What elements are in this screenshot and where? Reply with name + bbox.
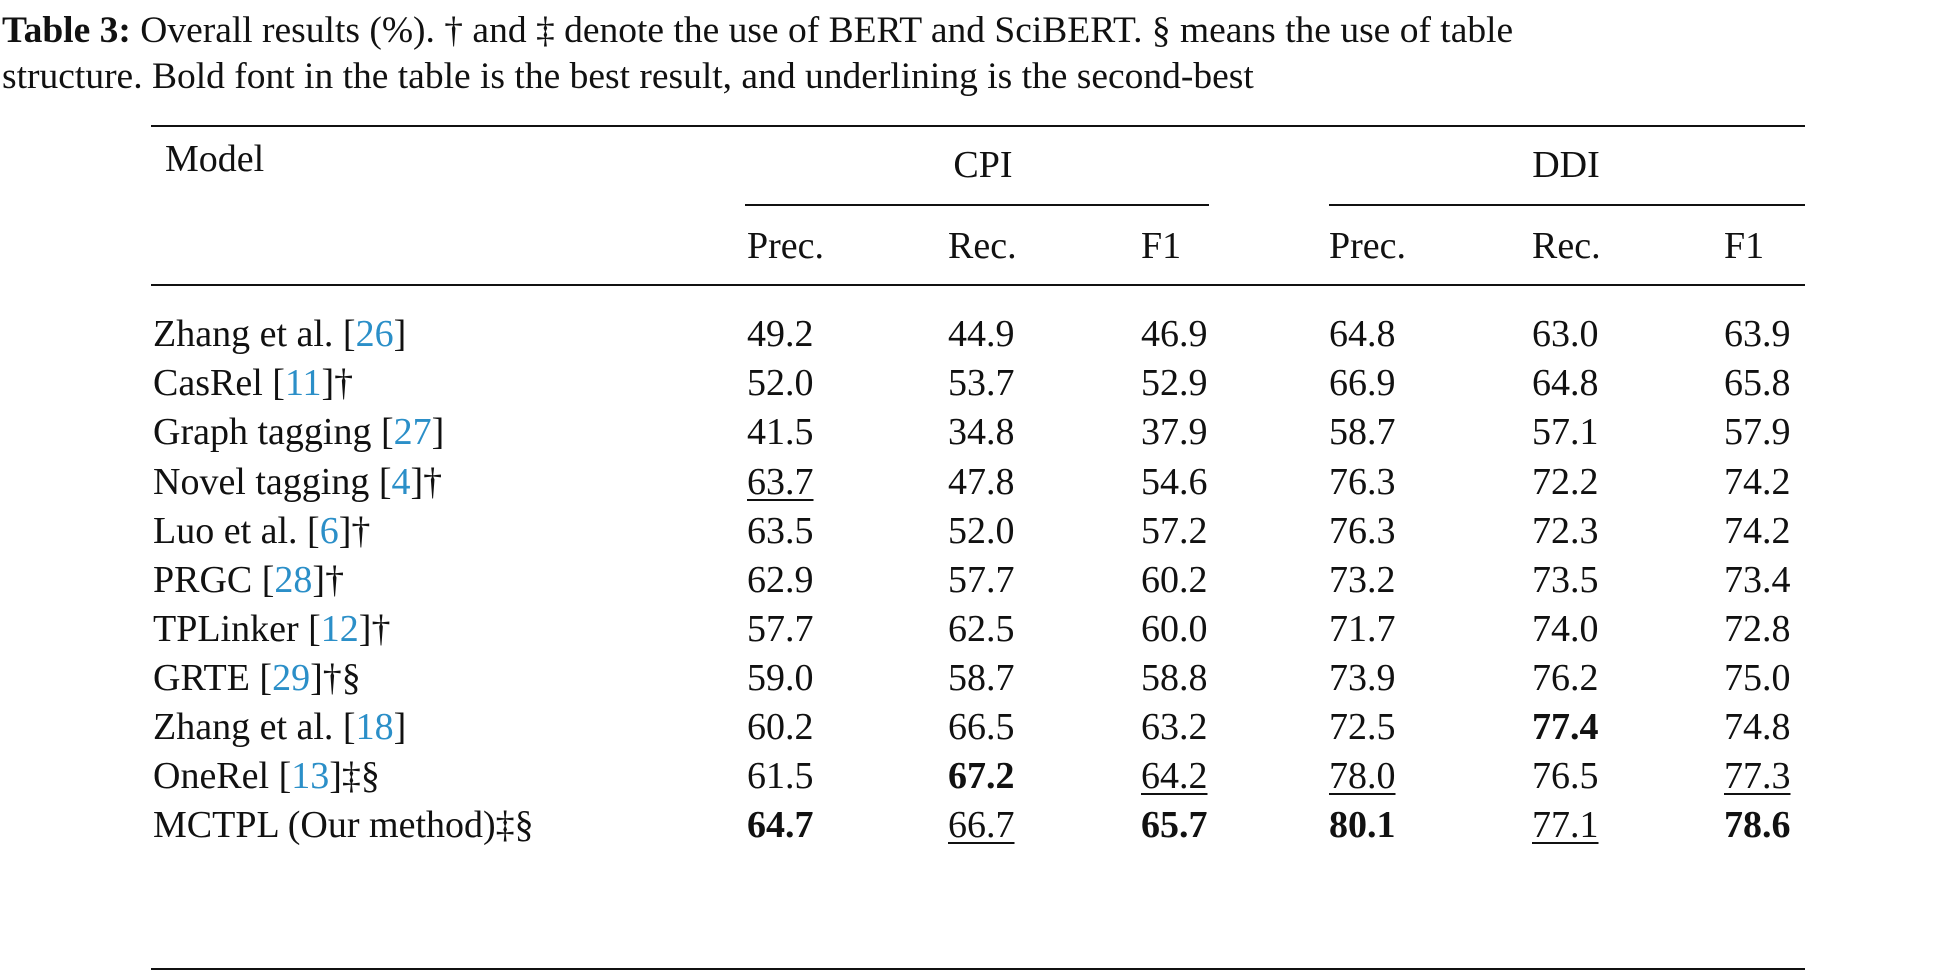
cpi-recall-value: 47.8 xyxy=(948,461,1015,503)
model-name: Zhang et al. [ xyxy=(153,706,356,748)
cpi-f1-value: 60.0 xyxy=(1141,608,1208,650)
cpi-precision-value: 64.7 xyxy=(747,804,814,846)
model-name: Graph tagging [ xyxy=(153,411,394,453)
ddi-group-rule xyxy=(1329,204,1805,206)
ddi-recall-value: 73.5 xyxy=(1532,559,1599,601)
cpi-f1-value: 65.7 xyxy=(1141,804,1208,846)
ddi-f1-value: 65.8 xyxy=(1724,362,1791,404)
model-name-suffix: ]† xyxy=(358,608,391,650)
model-name-cell xyxy=(153,312,406,356)
ddi-f1-value: 75.0 xyxy=(1724,657,1791,699)
ddi-recall-value: 72.2 xyxy=(1532,461,1599,503)
ddi-recall-value: 63.0 xyxy=(1532,313,1599,355)
cpi-recall-value: 58.7 xyxy=(948,657,1015,699)
ddi-f1-value: 78.6 xyxy=(1724,804,1791,846)
ddi-recall-value: 76.2 xyxy=(1532,657,1599,699)
cpi-precision-value: 63.5 xyxy=(747,510,814,552)
ddi-f1-value: 63.9 xyxy=(1724,313,1791,355)
bottom-rule xyxy=(151,968,1805,970)
model-name: Luo et al. [ xyxy=(153,510,320,552)
model-name-cell xyxy=(153,754,380,798)
cpi-recall-header: Rec. xyxy=(948,225,1017,267)
citation-link[interactable]: 6 xyxy=(319,510,339,552)
cpi-recall-value: 66.7 xyxy=(948,804,1015,846)
header-rule xyxy=(151,284,1805,286)
table-caption xyxy=(2,8,1952,100)
model-name: TPLinker [ xyxy=(153,608,321,650)
model-column-header: Model xyxy=(165,138,265,180)
cpi-f1-value: 46.9 xyxy=(1141,313,1208,355)
model-name-suffix: ] xyxy=(393,706,407,748)
model-name-cell xyxy=(153,509,370,553)
cpi-f1-value: 52.9 xyxy=(1141,362,1208,404)
ddi-f1-header: F1 xyxy=(1724,225,1765,267)
cpi-precision-value: 59.0 xyxy=(747,657,814,699)
ddi-f1-value: 77.3 xyxy=(1724,755,1791,797)
cpi-recall-value: 44.9 xyxy=(948,313,1015,355)
model-name-cell xyxy=(153,460,442,504)
caption-line-1 xyxy=(2,8,1952,54)
citation-link[interactable]: 4 xyxy=(391,461,411,503)
ddi-precision-value: 66.9 xyxy=(1329,362,1396,404)
model-name: PRGC [ xyxy=(153,559,275,601)
model-name-cell xyxy=(153,558,344,602)
model-name-cell xyxy=(153,410,444,454)
cpi-precision-value: 52.0 xyxy=(747,362,814,404)
citation-link[interactable]: 11 xyxy=(284,362,322,404)
ddi-precision-value: 58.7 xyxy=(1329,411,1396,453)
model-name: OneRel [ xyxy=(153,755,292,797)
cpi-precision-header: Prec. xyxy=(747,225,825,267)
cpi-recall-value: 66.5 xyxy=(948,706,1015,748)
cpi-precision-value: 63.7 xyxy=(747,461,814,503)
model-name-cell xyxy=(153,656,361,700)
caption-text-1: Overall results (%). † and ‡ denote the use of BERT and SciBERT. § means the use of table xyxy=(130,10,1514,51)
ddi-recall-value: 57.1 xyxy=(1532,411,1599,453)
model-name-suffix: ]‡§ xyxy=(329,755,380,797)
ddi-recall-header: Rec. xyxy=(1532,225,1601,267)
ddi-f1-value: 74.8 xyxy=(1724,706,1791,748)
model-name: GRTE [ xyxy=(153,657,273,699)
cpi-f1-value: 60.2 xyxy=(1141,559,1208,601)
cpi-recall-value: 52.0 xyxy=(948,510,1015,552)
cpi-group-rule xyxy=(745,204,1209,206)
citation-link[interactable]: 13 xyxy=(291,755,330,797)
cpi-precision-value: 41.5 xyxy=(747,411,814,453)
caption-line-2: structure. Bold font in the table is the best result, and underlining is the second-best xyxy=(2,56,1254,97)
ddi-group-header: DDI xyxy=(1532,144,1600,186)
model-name: Zhang et al. [ xyxy=(153,313,356,355)
cpi-recall-value: 62.5 xyxy=(948,608,1015,650)
model-name-suffix: ] xyxy=(431,411,445,453)
ddi-f1-value: 72.8 xyxy=(1724,608,1791,650)
ddi-recall-value: 74.0 xyxy=(1532,608,1599,650)
ddi-recall-value: 64.8 xyxy=(1532,362,1599,404)
ddi-f1-value: 74.2 xyxy=(1724,510,1791,552)
ddi-precision-value: 76.3 xyxy=(1329,510,1396,552)
model-name: MCTPL (Our method)‡§ xyxy=(153,804,534,846)
cpi-f1-value: 37.9 xyxy=(1141,411,1208,453)
model-name-cell xyxy=(153,607,390,651)
cpi-recall-value: 34.8 xyxy=(948,411,1015,453)
ddi-precision-value: 64.8 xyxy=(1329,313,1396,355)
citation-link[interactable]: 12 xyxy=(320,608,359,650)
ddi-recall-value: 77.4 xyxy=(1532,706,1599,748)
cpi-f1-header: F1 xyxy=(1141,225,1182,267)
citation-link[interactable]: 29 xyxy=(272,657,311,699)
model-name-suffix: ] xyxy=(393,313,407,355)
citation-link[interactable]: 27 xyxy=(393,411,432,453)
cpi-f1-value: 57.2 xyxy=(1141,510,1208,552)
ddi-precision-value: 72.5 xyxy=(1329,706,1396,748)
model-name: CasRel [ xyxy=(153,362,285,404)
citation-link[interactable]: 26 xyxy=(355,313,394,355)
ddi-f1-value: 57.9 xyxy=(1724,411,1791,453)
model-name-suffix: ]† xyxy=(338,510,371,552)
model-name-suffix: ]† xyxy=(321,362,354,404)
ddi-recall-value: 77.1 xyxy=(1532,804,1599,846)
cpi-precision-value: 62.9 xyxy=(747,559,814,601)
model-name: Novel tagging [ xyxy=(153,461,392,503)
results-table xyxy=(151,125,1805,971)
top-rule xyxy=(151,125,1805,127)
model-name-suffix: ]†§ xyxy=(310,657,361,699)
model-name-cell xyxy=(153,705,406,749)
citation-link[interactable]: 28 xyxy=(274,559,313,601)
cpi-precision-value: 61.5 xyxy=(747,755,814,797)
cpi-f1-value: 63.2 xyxy=(1141,706,1208,748)
ddi-precision-value: 80.1 xyxy=(1329,804,1396,846)
cpi-recall-value: 53.7 xyxy=(948,362,1015,404)
model-name-cell xyxy=(153,803,534,847)
cpi-f1-value: 54.6 xyxy=(1141,461,1208,503)
caption-label: Table 3: xyxy=(2,10,131,51)
cpi-f1-value: 58.8 xyxy=(1141,657,1208,699)
ddi-precision-value: 78.0 xyxy=(1329,755,1396,797)
ddi-recall-value: 72.3 xyxy=(1532,510,1599,552)
cpi-group-header: CPI xyxy=(953,144,1013,186)
ddi-precision-value: 73.2 xyxy=(1329,559,1396,601)
cpi-precision-value: 57.7 xyxy=(747,608,814,650)
cpi-precision-value: 60.2 xyxy=(747,706,814,748)
model-name-suffix: ]† xyxy=(312,559,345,601)
ddi-recall-value: 76.5 xyxy=(1532,755,1599,797)
cpi-recall-value: 57.7 xyxy=(948,559,1015,601)
ddi-f1-value: 73.4 xyxy=(1724,559,1791,601)
ddi-precision-value: 71.7 xyxy=(1329,608,1396,650)
cpi-recall-value: 67.2 xyxy=(948,755,1015,797)
table-row xyxy=(151,795,1805,856)
cpi-f1-value: 64.2 xyxy=(1141,755,1208,797)
model-name-cell xyxy=(153,361,353,405)
ddi-precision-value: 73.9 xyxy=(1329,657,1396,699)
model-name-suffix: ]† xyxy=(410,461,443,503)
cpi-precision-value: 49.2 xyxy=(747,313,814,355)
citation-link[interactable]: 18 xyxy=(355,706,394,748)
ddi-precision-header: Prec. xyxy=(1329,225,1407,267)
ddi-f1-value: 74.2 xyxy=(1724,461,1791,503)
ddi-precision-value: 76.3 xyxy=(1329,461,1396,503)
